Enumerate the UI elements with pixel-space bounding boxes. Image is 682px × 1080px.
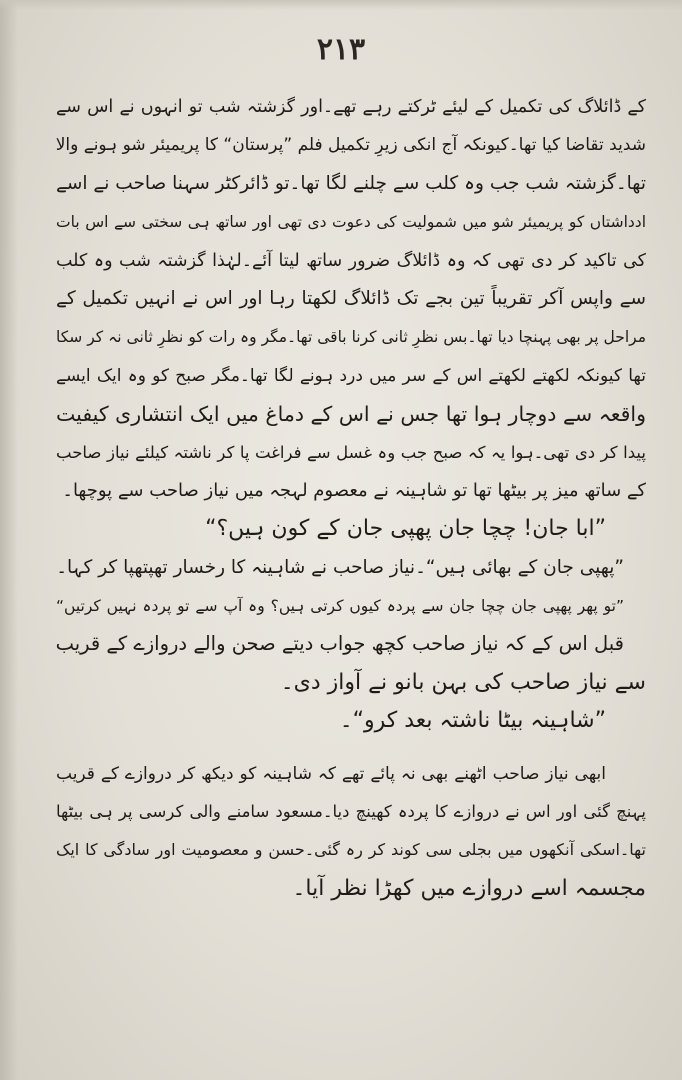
- text-line: کے ساتھ میز پر بیٹھا تھا تو شاہینہ نے معصوم لہجہ میں نیاز صاحب سے پوچھا۔: [62, 479, 646, 501]
- page-number: ۲۱۳: [316, 32, 366, 67]
- text-line: مراحل پر بھی پہنچا دیا تھا۔بس نظرِ ثانی کرنا باقی تھا۔مگر وہ رات کو نظرِ ثانی نہ کر سکا: [56, 328, 646, 347]
- text-line: پہنچ گئی اور اس نے دروازے کا پردہ کھینچ دیا۔مسعود سامنے والی کرسی پر ہی بیٹھا: [56, 802, 646, 822]
- text-line: تھا۔اسکی آنکھوں میں بجلی سی کوند کر رہ گئی۔حسن و معصومیت اور سادگی کا ایک: [56, 840, 646, 860]
- page-body-text: [56, 88, 646, 908]
- page-top-shadow: [0, 0, 682, 10]
- dialogue-line: ”تو پھر پھپی جان چچا جان سے پردہ کیوں کرتی ہیں؟ وہ آپ سے تو پردہ نہیں کرتیں“: [56, 597, 624, 616]
- dialogue-line: ”شاہینہ بیٹا ناشتہ بعد کرو“۔: [339, 708, 606, 734]
- text-line: ادداشتاں کو پریمیئر شو میں شمولیت کی دعوت دی تھی اور ساتھ ہی سختی سے اس بات: [56, 213, 646, 232]
- page-edge-shadow: [0, 0, 18, 1080]
- text-line: کے ڈائلاگ کی تکمیل کے لیئے ٹرکتے رہے تھے۔اور گزشتہ شب تو انہوں نے اس سے: [56, 97, 646, 117]
- text-line: تھا۔گزشتہ شب جب وہ کلب سے چلنے لگا تھا۔تو ڈائرکٹر سہنا صاحب نے اسے: [56, 172, 646, 194]
- dialogue-line: ”ابا جان! چچا جان پھپی جان کے کون ہیں؟“: [205, 516, 606, 542]
- text-line: شدید تقاضا کیا تھا۔کیونکہ آج انکی زیرِ تکمیل فلم ”پرستان“ کا پریمیئر شو ہونے والا: [55, 135, 646, 156]
- text-line: تھا کیونکہ لکھتے لکھتے اس کے سر میں درد ہونے لگا تھا۔مگر صبح کو وہ ایک ایسے: [56, 365, 646, 386]
- text-line: پیدا کر دی تھی۔ہوا یہ کہ صبح جب وہ غسل سے فراغت پا کر ناشتہ کیلئے نیاز صاحب: [56, 442, 646, 462]
- dialogue-line: ”پھپی جان کے بھائی ہیں“۔نیاز صاحب نے شاہینہ کا رخسار تھپتھپا کر کہا۔: [56, 556, 624, 578]
- text-line: ابھی نیاز صاحب اٹھنے بھی نہ پائے تھے کہ شاہینہ کو دیکھ کر دروازے کے قریب: [56, 763, 606, 784]
- text-line: سے نیاز صاحب کی بہن بانو نے آواز دی۔: [280, 669, 646, 695]
- text-line: سے واپس آکر تقریباً تین بجے تک ڈائلاگ لکھتا رہا اور اس نے انہیں تکمیل کے: [56, 287, 646, 309]
- text-line: مجسمہ اسے دروازے میں کھڑا نظر آیا۔: [292, 875, 646, 901]
- text-line: کی تاکید کر دی تھی کہ وہ ڈائلاگ ضرور ساتھ لیتا آئے۔لہٰذا گزشتہ شب وہ کلب: [56, 250, 646, 271]
- text-line: قبل اس کے کہ نیاز صاحب کچھ جواب دیتے صحن والے دروازے کے قریب: [55, 632, 624, 656]
- text-line: واقعہ سے دوچار ہوا تھا جس نے اس کے دماغ میں ایک انتشاری کیفیت: [56, 402, 646, 427]
